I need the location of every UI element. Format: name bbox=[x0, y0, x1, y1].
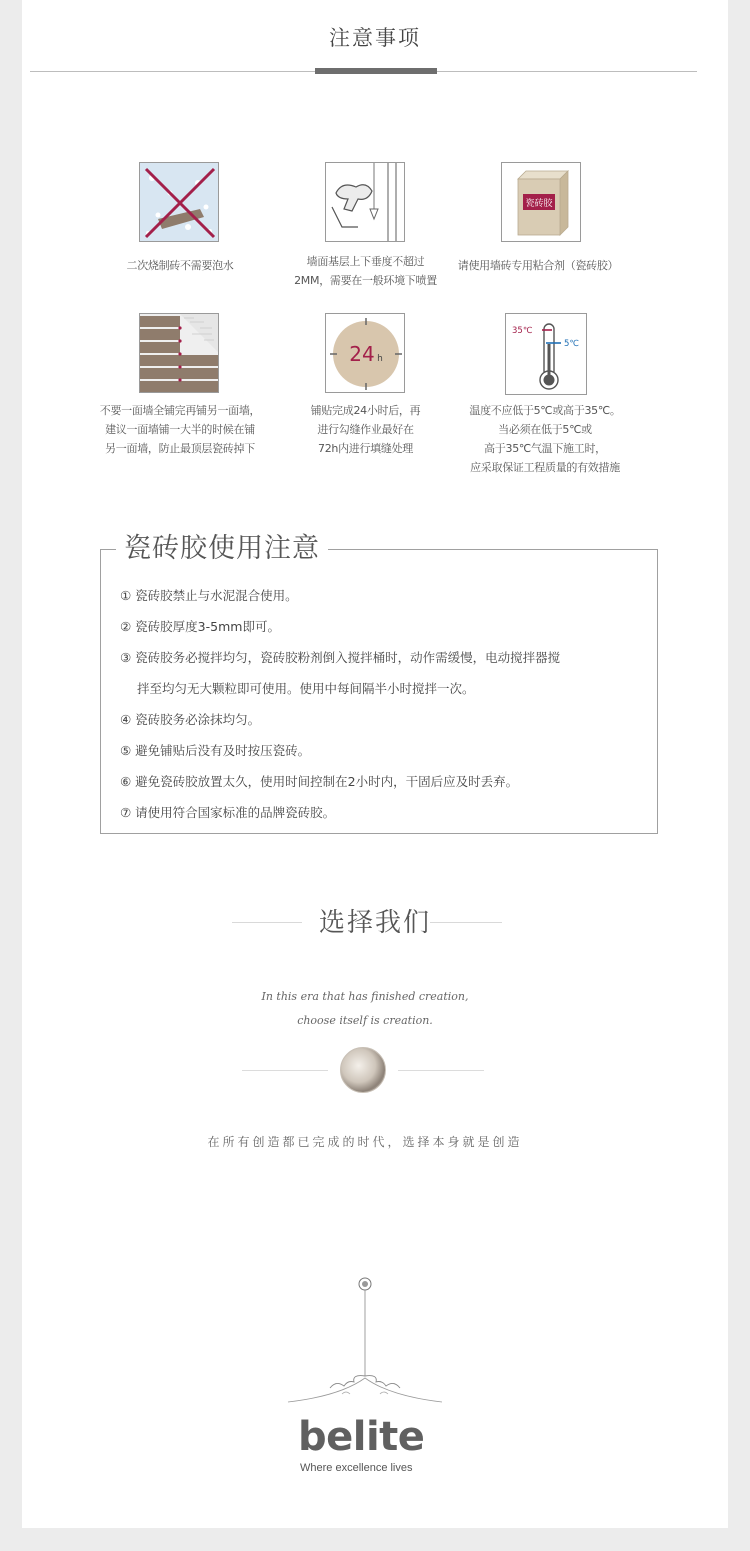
tip-caption-no-soak: 二次烧制砖不需要泡水 bbox=[126, 259, 234, 272]
watch-medallion-icon bbox=[340, 1047, 386, 1093]
brand-tagline: Where excellence lives bbox=[300, 1462, 413, 1474]
no-soak-icon bbox=[139, 162, 219, 242]
title-divider-bar bbox=[315, 68, 437, 74]
chinese-quote: 在所有创造都已完成的时代，选择本身就是创造 bbox=[207, 1135, 523, 1149]
thermometer-icon bbox=[505, 313, 587, 395]
tip-caption-adhesive: 请使用墙砖专用粘合剂（瓷砖胶） bbox=[457, 259, 619, 272]
clock-number: 24 bbox=[349, 342, 375, 366]
list-item: ② 瓷砖胶厚度3-5mm即可。 bbox=[120, 619, 280, 634]
list-item: ⑥ 避免瓷砖胶放置太久，使用时间控制在2小时内，干固后应及时丢弃。 bbox=[120, 774, 519, 789]
tile-wall-icon bbox=[139, 313, 219, 393]
list-item: ⑦ 请使用符合国家标准的品牌瓷砖胶。 bbox=[120, 805, 336, 820]
bag-label: 瓷砖胶 bbox=[525, 199, 553, 209]
brand-logo: belite bbox=[298, 1414, 425, 1460]
list-item: ④ 瓷砖胶务必涂抹均匀。 bbox=[120, 712, 261, 727]
page-title: 注意事项 bbox=[329, 26, 421, 50]
tip-caption-24h: 铺贴完成24小时后，再 进行勾缝作业最好在 72h内进行填缝处理 bbox=[310, 404, 421, 455]
adhesive-notes-list bbox=[120, 580, 640, 828]
24h-clock-icon bbox=[325, 313, 405, 393]
english-quote-line2: choose itself is creation. bbox=[297, 1014, 433, 1027]
choose-title: 选择我们 bbox=[318, 908, 431, 938]
chandelier-ornament-icon bbox=[280, 1270, 450, 1420]
list-item: ③ 瓷砖胶务必搅拌均匀，瓷砖胶粉剂倒入搅拌桶时，动作需缓慢，电动搅拌器搅 bbox=[120, 650, 561, 665]
list-item: ⑤ 避免铺贴后没有及时按压瓷砖。 bbox=[120, 743, 311, 758]
wall-vertical-icon bbox=[325, 162, 405, 242]
tip-caption-wall: 墙面基层上下垂度不超过 2MM，需要在一般环境下喷置 bbox=[294, 255, 437, 287]
adhesive-notes-title: 瓷砖胶使用注意 bbox=[116, 526, 328, 565]
tip-caption-tile-wall: 不要一面墙全铺完再铺另一面墙， 建议一面墙铺一大半的时候在铺 另一面墙，防止最顶层瓷砖掉下 bbox=[99, 404, 261, 455]
list-item: ① 瓷砖胶禁止与水泥混合使用。 bbox=[120, 588, 298, 603]
medallion-rule-right bbox=[398, 1070, 484, 1071]
clock-unit: h bbox=[377, 354, 383, 364]
temp-high-label: 35℃ bbox=[512, 326, 533, 336]
medallion-rule-left bbox=[242, 1070, 328, 1071]
list-item: 拌至均匀无大颗粒即可使用。使用中每间隔半小时搅拌一次。 bbox=[137, 681, 475, 696]
tip-caption-temperature: 温度不应低于5℃或高于35℃。 当必须在低于5℃或 高于35℃气温下施工时， 应采取保证工程质量的有效措施 bbox=[469, 404, 621, 474]
temp-low-label: 5℃ bbox=[564, 339, 579, 349]
english-quote-line1: In this era that has finished creation, bbox=[261, 990, 469, 1003]
adhesive-bag-icon bbox=[501, 162, 581, 242]
